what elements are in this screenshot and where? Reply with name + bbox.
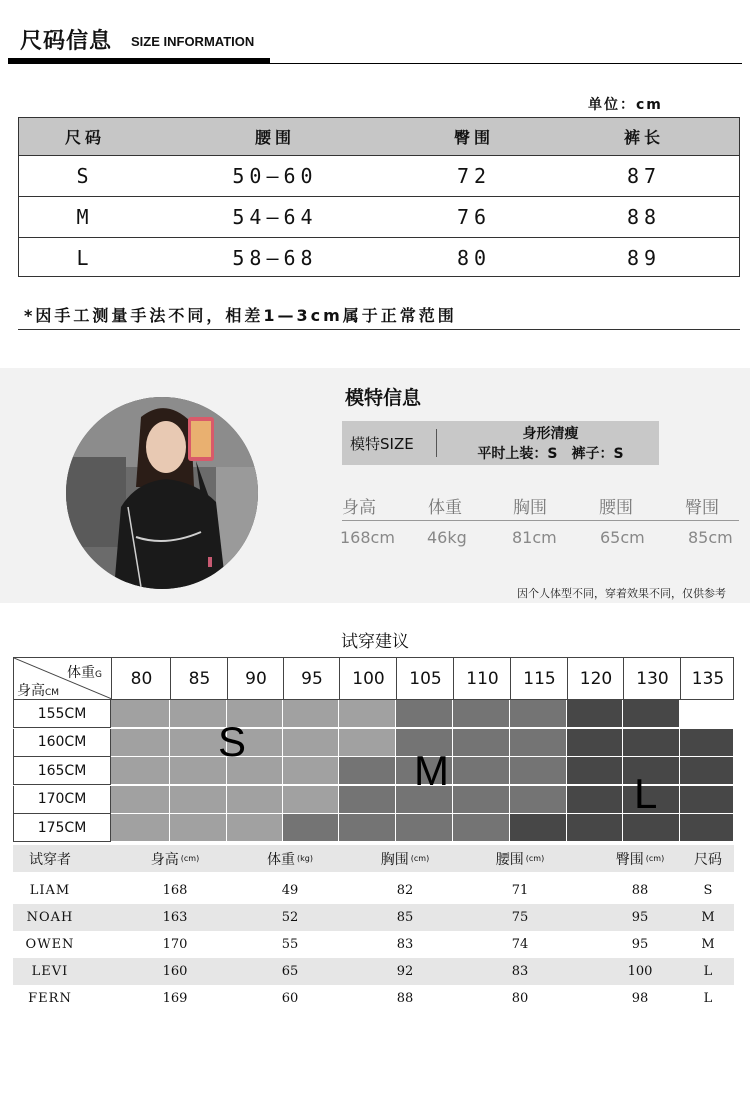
fit-cell-m <box>339 786 396 814</box>
tester-value: 92 <box>396 964 414 979</box>
page-title: 尺码信息 <box>20 29 113 54</box>
height-row-label: 160CM <box>13 729 111 757</box>
fit-cell-m <box>510 757 567 785</box>
fit-cell-empty <box>680 700 734 728</box>
tester-row <box>13 985 734 1012</box>
tester-value: 74 <box>511 937 529 952</box>
fit-cell-m <box>510 700 567 728</box>
height-row-label: 170CM <box>13 786 111 814</box>
weight-axis-label: 体重G <box>67 665 102 681</box>
fit-cell-s <box>170 814 227 842</box>
fit-cell-m <box>339 757 396 785</box>
tester-name: OWEN <box>25 937 75 952</box>
tester-header-cell <box>245 845 335 872</box>
fit-cell-s <box>227 786 283 814</box>
tester-value: 49 <box>281 883 299 898</box>
fit-cell-l <box>623 814 680 842</box>
fit-cell-s <box>339 700 396 728</box>
hip-cell: 72 <box>456 163 492 188</box>
tester-value: L <box>703 991 713 1006</box>
fit-cell-s <box>283 729 339 757</box>
tester-value: S <box>703 883 713 898</box>
fit-cell-s <box>111 757 170 785</box>
tester-value: 163 <box>162 910 188 925</box>
height-axis-label: 身高CM <box>17 683 60 699</box>
size-cell: M <box>76 204 94 229</box>
model-size-box <box>342 421 659 465</box>
tester-header-label: 体重 <box>267 851 296 868</box>
size-cell: L <box>76 245 94 270</box>
tester-value: 95 <box>631 910 649 925</box>
tester-header-unit: (kg) <box>297 854 313 863</box>
tester-value: 83 <box>396 937 414 952</box>
tester-header-label: 腰围 <box>495 851 524 868</box>
tester-header-cell <box>130 845 220 872</box>
size-cell: S <box>76 163 94 188</box>
tester-name: FERN <box>28 991 72 1006</box>
metric-value-waist: 65cm <box>600 528 645 547</box>
metric-value-bust: 81cm <box>512 528 557 547</box>
tester-value: 75 <box>511 910 529 925</box>
weight-column-header: 95 <box>283 658 340 699</box>
weight-column-header: 80 <box>111 658 171 699</box>
tester-header-label: 胸围 <box>380 851 409 868</box>
tester-row <box>13 958 734 985</box>
waist-cell: 58—68 <box>232 245 318 270</box>
metric-label-bust: 胸围 <box>513 498 547 518</box>
tester-table-header <box>13 845 734 872</box>
tester-header-cell <box>5 845 95 872</box>
fit-cell-m <box>396 700 453 728</box>
tester-value: 88 <box>396 991 414 1006</box>
metric-value-hip: 85cm <box>688 528 733 547</box>
metric-label-waist: 腰围 <box>599 498 633 518</box>
tester-value: 160 <box>162 964 188 979</box>
waist-cell: 54—64 <box>232 204 318 229</box>
fit-cell-s <box>283 700 339 728</box>
tester-header-label: 臀围 <box>615 851 644 868</box>
tester-row <box>13 931 734 958</box>
fit-cell-l <box>623 700 680 728</box>
tester-value: 169 <box>162 991 188 1006</box>
metric-label-hip: 臀围 <box>685 498 719 518</box>
size-row <box>19 196 739 238</box>
tester-header-label: 身高 <box>150 851 179 868</box>
measurement-note: *因手工测量手法不同，相差1—3cm属于正常范围 <box>24 306 457 325</box>
model-size-label: 模特SIZE <box>350 435 414 453</box>
tester-value: 83 <box>511 964 529 979</box>
page-subtitle: SIZE INFORMATION <box>131 34 255 49</box>
tester-header-unit: (cm) <box>645 854 665 863</box>
tester-header-cell <box>475 845 565 872</box>
tester-header-unit: (cm) <box>525 854 545 863</box>
fit-cell-l <box>567 700 623 728</box>
metrics-divider <box>342 520 739 521</box>
tester-value: 98 <box>631 991 649 1006</box>
size-table-header <box>19 118 739 156</box>
fit-cell-m <box>339 814 396 842</box>
fit-cell-s <box>170 786 227 814</box>
fit-cell-s <box>111 700 170 728</box>
tester-header-unit: (cm) <box>180 854 200 863</box>
fit-cell-m <box>453 757 510 785</box>
tester-value: M <box>701 910 715 925</box>
tester-header-cell <box>360 845 450 872</box>
fit-cell-m <box>453 814 510 842</box>
tester-name: NOAH <box>26 910 74 925</box>
fit-cell-m <box>453 729 510 757</box>
fit-cell-s <box>283 786 339 814</box>
fit-cell-s <box>339 729 396 757</box>
tester-header-cell <box>595 845 685 872</box>
tester-row <box>13 877 734 904</box>
model-photo <box>66 397 258 589</box>
fit-cell-l <box>680 729 734 757</box>
title-divider <box>8 63 742 64</box>
fit-cell-m <box>510 786 567 814</box>
weight-column-header: 110 <box>453 658 511 699</box>
fit-cell-l <box>567 757 623 785</box>
fit-cell-s <box>227 814 283 842</box>
tester-value: 85 <box>396 910 414 925</box>
fit-grid-header <box>13 657 734 700</box>
waist-cell: 50—60 <box>232 163 318 188</box>
fit-cell-l <box>623 729 680 757</box>
fit-cell-l <box>567 814 623 842</box>
size-header-size: 尺码 <box>64 128 105 147</box>
tester-value: 88 <box>631 883 649 898</box>
model-usual-sizes: 平时上装：S 裤子：S <box>477 446 624 462</box>
weight-column-header: 90 <box>227 658 284 699</box>
fit-grid-title: 试穿建议 <box>341 632 409 652</box>
size-table <box>18 117 740 277</box>
fit-cell-m <box>283 814 339 842</box>
size-row <box>19 155 739 197</box>
fit-cell-l <box>567 786 623 814</box>
fit-cell-l <box>510 814 567 842</box>
tester-value: 52 <box>281 910 299 925</box>
size-header-length: 裤长 <box>623 128 664 147</box>
weight-column-header: 135 <box>680 658 735 699</box>
size-header-waist: 腰围 <box>254 128 295 147</box>
fit-cell-m <box>510 729 567 757</box>
tester-row <box>13 904 734 931</box>
weight-column-header: 85 <box>170 658 228 699</box>
metric-label-height: 身高 <box>342 498 376 518</box>
fit-disclaimer: 因个人体型不同，穿着效果不同，仅供参考 <box>517 587 726 600</box>
size-zone-label-s: S <box>218 718 247 765</box>
tester-header-unit: (cm) <box>410 854 430 863</box>
tester-name: LEVI <box>31 964 69 979</box>
fit-cell-s <box>283 757 339 785</box>
metric-value-height: 168cm <box>340 528 395 547</box>
height-row-label: 155CM <box>13 700 111 728</box>
tester-value: 60 <box>281 991 299 1006</box>
fit-cell-l <box>567 729 623 757</box>
tester-name: LIAM <box>29 883 71 898</box>
length-cell: 89 <box>626 245 662 270</box>
fit-cell-m <box>396 814 453 842</box>
tester-value: 65 <box>281 964 299 979</box>
height-row-label: 175CM <box>13 814 111 842</box>
model-size-divider <box>436 429 437 457</box>
metric-label-weight: 体重 <box>428 498 462 518</box>
size-row <box>19 237 739 278</box>
fit-cell-s <box>111 729 170 757</box>
tester-header-cell <box>683 845 733 872</box>
length-cell: 87 <box>626 163 662 188</box>
size-zone-label-m: M <box>414 747 449 794</box>
fit-cell-s <box>111 786 170 814</box>
length-cell: 88 <box>626 204 662 229</box>
fit-cell-l <box>680 757 734 785</box>
model-body-type: 身形清瘦 <box>522 426 579 442</box>
tester-header-label: 尺码 <box>694 851 722 868</box>
weight-column-header: 130 <box>623 658 681 699</box>
tester-value: 82 <box>396 883 414 898</box>
fit-cell-s <box>111 814 170 842</box>
model-info-title: 模特信息 <box>345 387 422 409</box>
tester-value: L <box>703 964 713 979</box>
metric-value-weight: 46kg <box>427 528 467 547</box>
fit-cell-m <box>453 700 510 728</box>
height-row-label: 165CM <box>13 757 111 785</box>
fit-cell-l <box>680 786 734 814</box>
size-zone-label-l: L <box>634 770 658 817</box>
hip-cell: 80 <box>456 245 492 270</box>
weight-column-header: 120 <box>567 658 624 699</box>
tester-value: 80 <box>511 991 529 1006</box>
weight-column-header: 100 <box>339 658 397 699</box>
tester-header-label: 试穿者 <box>29 851 71 868</box>
tester-value: M <box>701 937 715 952</box>
tester-value: 95 <box>631 937 649 952</box>
tester-value: 100 <box>627 964 653 979</box>
tester-value: 168 <box>162 883 188 898</box>
unit-label: 单位：cm <box>588 97 663 113</box>
tester-value: 55 <box>281 937 299 952</box>
weight-column-header: 105 <box>396 658 454 699</box>
hip-cell: 76 <box>456 204 492 229</box>
tester-value: 170 <box>162 937 188 952</box>
weight-column-header: 115 <box>510 658 568 699</box>
fit-cell-l <box>680 814 734 842</box>
size-header-hip: 臀围 <box>453 128 494 147</box>
tester-value: 71 <box>511 883 529 898</box>
fit-cell-m <box>453 786 510 814</box>
note-divider <box>18 329 740 330</box>
